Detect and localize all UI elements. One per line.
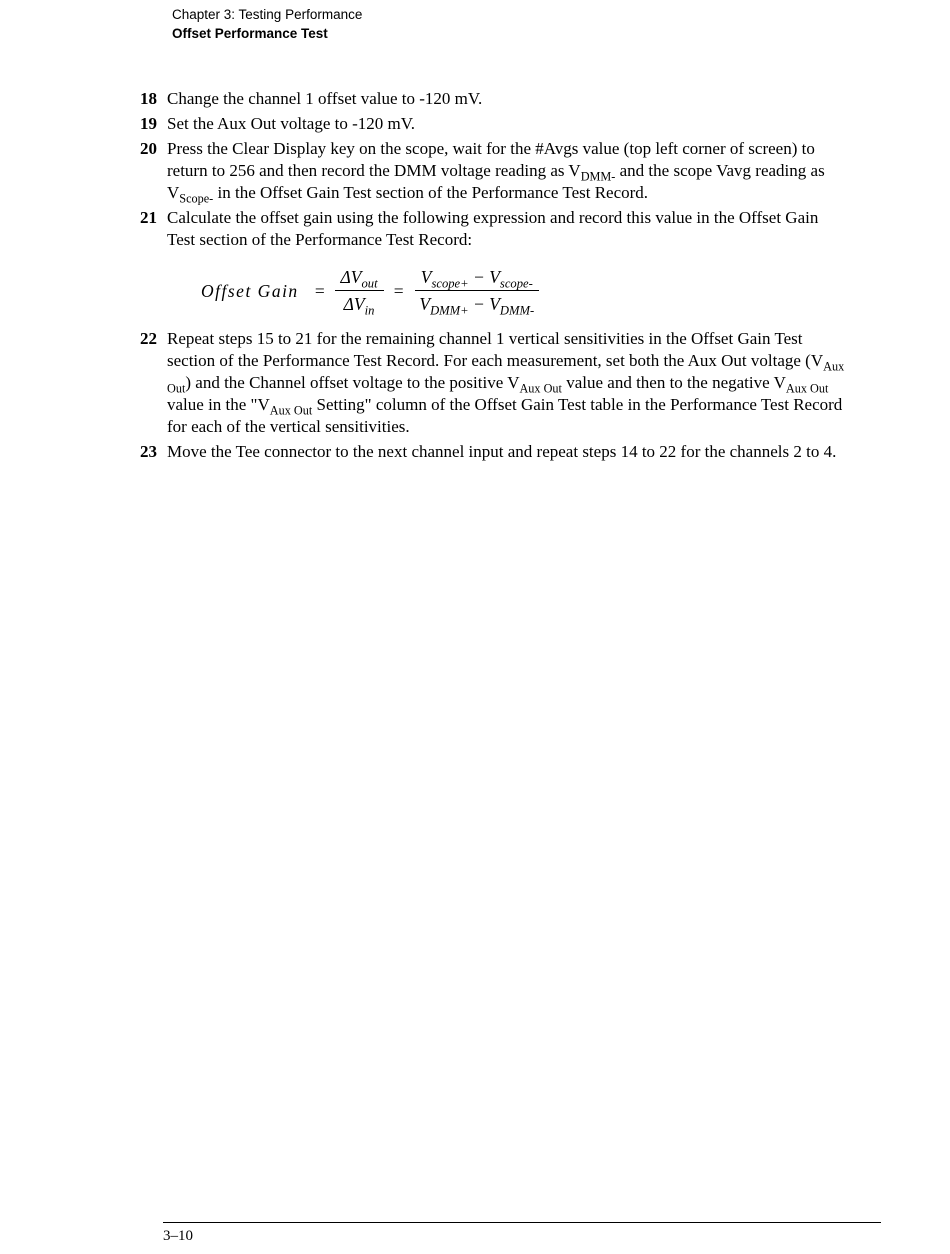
steps-list-a xyxy=(137,88,849,251)
offset-gain-formula xyxy=(201,267,849,318)
page-number: 3–10 xyxy=(163,1228,193,1244)
steps-list-b xyxy=(137,328,849,463)
denominator: $\Delta V_{in}$ xyxy=(343,294,375,318)
step-number: 18 xyxy=(140,89,157,108)
step-item xyxy=(137,113,849,135)
step-text: Change the channel 1 offset value to -120 mV. xyxy=(167,89,483,108)
step-item xyxy=(137,88,849,110)
equals-sign: = xyxy=(313,280,326,301)
numerator: $V_{scope+} - V_{scope-}$ xyxy=(415,267,539,291)
denominator: $V_{DMM+} - V_{DMM-}$ xyxy=(419,294,535,318)
step-item xyxy=(137,207,849,251)
step-text: Move the Tee connector to the next channel input and repeat steps 14 to 22 for the channels 2 to 4. xyxy=(167,442,837,461)
fraction-delta-v xyxy=(335,267,384,318)
footer-rule xyxy=(163,1222,881,1223)
step-number: 23 xyxy=(140,442,157,461)
step-text: Press the Clear Display key on the scope, wait for the #Avgs value (top left corner of screen) to return to 256 and then record the DMM voltage reading as $V_{DMM-}$ and the scope Vavg reading as $V_{Scope-}$ in the Offset Gain Test section of the Performance Test Record. xyxy=(167,139,825,206)
step-item xyxy=(137,441,849,463)
step-number: 22 xyxy=(140,329,157,348)
formula-label: Offset Gain xyxy=(201,280,299,301)
header xyxy=(172,5,362,43)
step-number: 19 xyxy=(140,114,157,133)
step-item xyxy=(137,328,849,438)
step-text: Set the Aux Out voltage to -120 mV. xyxy=(167,114,416,133)
numerator: $\Delta V_{out}$ xyxy=(335,267,384,291)
step-number: 21 xyxy=(140,208,157,227)
step-text: Repeat steps 15 to 21 for the remaining channel 1 vertical sensitivities in the Offset Gain Test section of the Performance Test Record. For each measurement, set both the Aux Out voltage $(V_{Aux Out})$ and the Channel offset voltage to the positive $V_{Aux Out}$ value and then to the negative $V_{Aux Out}$ value in the "$V_{Aux Out}$ Setting" column of the Offset Gain Test table in the Performance Test Record for each of the vertical sensitivities. xyxy=(167,329,845,436)
equals-sign: = xyxy=(392,280,405,301)
content xyxy=(137,88,849,466)
chapter-heading: Chapter 3: Testing Performance xyxy=(172,7,363,22)
section-heading: Offset Performance Test xyxy=(172,26,328,41)
step-text: Calculate the offset gain using the following expression and record this value in the Offset Gain Test section of the Performance Test Record: xyxy=(167,208,819,249)
fraction-voltages xyxy=(413,267,540,318)
step-item xyxy=(137,138,849,204)
step-number: 20 xyxy=(140,139,157,158)
